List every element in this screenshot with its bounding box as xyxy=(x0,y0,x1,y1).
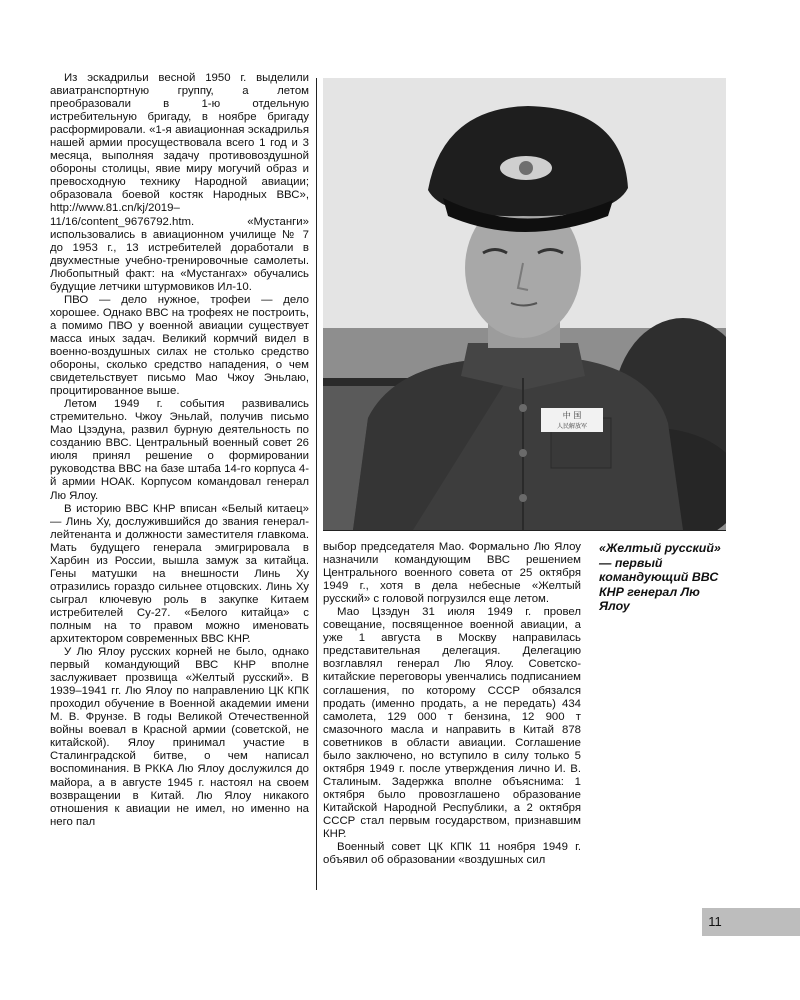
paragraph: Из эскадрильи весной 1950 г. выделили авиатранспортную группу, а летом преобразовали в 1-ю отдельную истребительную бригаду, в ноябре бригаду расформировали. «1-я авиационная эскадрилья нашей армии просуществовала всего 1 год и 3 месяца, выполняя задачу противовоздушной обороны столицы, явие миру могучий образ и превосходную технику Народной авиации; образовала боевой костяк Народных ВВС», http://www.81.cn/kj/2019–11/16/content_9676792.htm. «Мустанги» использовались в авиационном училище № 7 до 1953 г., 13 истребителей доработали в двухместные учебно-тренировочные самолеты. Любопытный факт: на «Мустангах» обучались будущие летчики штурмовиков Ил-10. xyxy=(50,72,309,293)
paragraph: выбор председателя Мао. Формально Лю Ялоу назначили командующим ВВС решением Центрального военного совета от 25 октября 1949 г., хотя в дела небесные «Желтый русский» с головой погрузился еще летом. xyxy=(323,541,581,606)
page-number-tab xyxy=(702,908,800,936)
article-column-left xyxy=(50,72,309,892)
badge-text: 中 国 xyxy=(562,411,582,420)
column-divider xyxy=(316,78,317,890)
portrait-photo xyxy=(323,78,726,530)
paragraph: Военный совет ЦК КПК 11 ноября 1949 г. объявил об образовании «воздушных сил xyxy=(323,841,581,867)
article-column-middle xyxy=(323,541,581,891)
photo-rule xyxy=(323,530,726,531)
paragraph: В историю ВВС КНР вписан «Белый китаец» — Линь Ху, дослужившийся до звания генерал-лейтенанта и должности заместителя главкома. Мать будущего генерала эмигрировала в Харбин из России, вышла замуж за китайца. Гены матушки на внешности Линь Ху отразились гораздо сильнее отцовских. Линь Ху сыграл ключевую роль в закупке Китаем истребителей Су-27. «Белого китайца» с полным на то правом можно именовать архитектором современных ВВС КНР. xyxy=(50,502,309,646)
badge-text-2: 人民解放军 xyxy=(556,423,588,430)
paragraph: У Лю Ялоу русских корней не было, однако первый командующий ВВС КНР вполне заслуживает прозвища «Желтый русский». В 1939–1941 гг. Лю Ялоу по направлению ЦК КПК проходил обучение в Военной академии имени М. В. Фрунзе. В годы Великой Отечественной войны воевал в Красной армии (советской, не китайской). Ялоу принимал участие в Сталинградской битве, о чем написал воспоминания. В РККА Лю Ялоу дослужился до майора, а в августе 1945 г. настоял на своем возвращении в Китай. Лю Ялоу никакого отношения к авиации не имел, но именно на него пал xyxy=(50,646,309,828)
paragraph: Мао Цзэдун 31 июля 1949 г. провел совещание, посвященное военной авиации, а уже 1 августа в Москву направилась представительная делегация. Делегацию возглавлял генерал Лю Ялоу. Советско-китайские переговоры увенчались подписанием соглашения, по которому СССР обязался продать (именно продать, а не передать) 434 самолета, 129 000 т бензина, 12 900 т смазочного масла и направить в Китай 878 советников в области авиации. Соглашение было заключено, но вступило в силу только 5 октября 1949 г. после утверждения лично И. В. Сталиным. Задержка вполне объяснима: 1 октября было провозглашено образование Китайской Народной Республики, а 2 октября СССР стал первым государством, признавшим КНР. xyxy=(323,606,581,841)
page-number: 11 xyxy=(708,914,722,929)
photo-caption: «Желтый русский» — первый командующий ВВС КНР генерал Лю Ялоу xyxy=(599,541,721,614)
portrait-illustration xyxy=(323,78,726,530)
paragraph: Летом 1949 г. события развивались стремительно. Чжоу Эньлай, получив письмо Мао Цзэдуна, развил бурную деятельность по созданию ВВС. Центральный военный совет 26 июля принял решение о формировании руководства ВВС на базе штаба 14-го корпуса 4-й армии НОАК. Корпусом командовал генерал Лю Ялоу. xyxy=(50,398,309,502)
paragraph: ПВО — дело нужное, трофеи — дело хорошее. Однако ВВС на трофеях не построить, а помимо ПВО у военной авиации существует масса иных задач. Великий кормчий видел в военно-воздушных силах не столько средство обороны, сколько средство нападения, о чем свидетельствует письмо Мао Чжоу Эньлаю, процитированное выше. xyxy=(50,293,309,398)
